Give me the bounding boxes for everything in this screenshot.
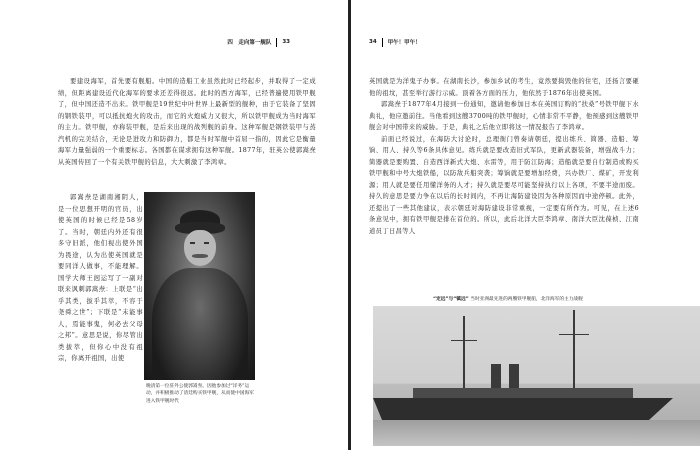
right-paragraph-1: 英国就是为洋鬼子办事。在湖南长沙，参加乡试的考生，竟然要捣毁他的住宅，还扬言要砸他的祖坟，甚至举行游行示威。顶着各方面的压力，他依然于1876年出使英国。 xyxy=(369,78,639,97)
right-page xyxy=(351,0,700,450)
eye-shape xyxy=(204,242,209,244)
right-section-title: 甲午！甲午！ xyxy=(387,40,421,46)
mast-shape xyxy=(573,310,575,390)
running-head-divider xyxy=(382,38,383,47)
mast-shape xyxy=(463,316,465,390)
right-body xyxy=(369,76,639,237)
right-paragraph-3: 前面已经说过，在海防大讨论时，总理衙门曾奏请朝廷，提出练兵、简器、造船、筹饷、用人、持久等6条具体意见。练兵就是要改造旧式军队，更新武器装备，增强战斗力；简器就是要购置、自造西洋新式大炮、水雷等，用于防江防海；造船就是要自行制造或购买铁甲舰和中号大炮铁船，以防敌兵船突袭；筹饷就是要增加经费，兴办铁厂、煤矿，开发利源；用人就是要任用懂洋务的人才；持久就是要尽可能坚持执行以上各项，不要半途而废。持久的意思是要力争在以后的长时间内，不再让海防建设因为各种原因而中途停顿。此外，还提出了一些其他建议，表示朝廷对海防建设非常重视，一定要有所作为。可见，在上述6条意见中，拥有铁甲舰是排在首位的。所以，此后北洋大臣李鸿章、南洋大臣沈葆桢、江南道员丁日昌等人 xyxy=(369,135,639,235)
ironclad-warship-photo xyxy=(373,306,700,446)
right-paragraph-2: 郭嵩焘于1877年4月接到一份通知，邀请他参加日本在英国订购的“扶桑”号铁甲舰下水典礼，他应邀前往。当他看到这艘3700吨的铁甲舰时，心情非常不平静，他预感到这艘铁甲舰会对中国带来的威胁。于是，典礼之后他立即将这一情况报告了李鸿章。 xyxy=(369,101,640,131)
fur-coat-shape xyxy=(152,268,248,380)
water-shape xyxy=(373,420,700,446)
hull-shape xyxy=(373,398,673,420)
funnel-shape xyxy=(491,364,501,390)
left-paragraph-1: 要建设海军，首先要有舰船。中国的造船工业虽然此时已经起步，并取得了一定成绩，但距离建设近代化海军的要求还差得很远。此时的西方海军，已经普遍使用铁甲舰了，但中国还造不出来。铁甲舰是19世纪中叶世界上最新型的舰种，由于它装备了坚固的钢铁装甲，可以抵抗炮火的攻击，而它的火炮威力又很大，所以铁甲舰成为当时海军的主力。铁甲舰，亦称装甲舰，是后来出现的战列舰的前身。这种军舰是钢铁装甲与蒸汽机的完美结合，无论是进攻力和防御力，都是当时军舰中首屈一指的，因此它是衡量海军力量强弱的一个重要标志。各国都在谋求拥有这种军舰。1877年，驻英公使郭嵩焘从英国传回了一个有关铁甲舰的信息，大大刺激了李鸿章。 xyxy=(58,78,316,166)
guo-songtao-portrait-photo xyxy=(144,192,255,380)
left-body-top xyxy=(58,76,316,168)
yard-shape xyxy=(451,340,477,341)
portrait-caption: 晚清第一位驻外公使郭嵩焘。因他参加过“洋务”运动，并积极推动了清廷购买铁甲舰，从而使中国海军进入铁甲舰时代 xyxy=(146,384,254,404)
left-page-number: 33 xyxy=(282,39,290,45)
right-running-head xyxy=(369,36,421,48)
ship-caption xyxy=(433,296,698,303)
left-running-head xyxy=(227,36,290,48)
ship-caption-text: 当时亚洲最先进的两艘铁甲舰船，北洋海军的主力战舰 xyxy=(470,297,583,302)
right-page-number: 34 xyxy=(369,39,377,45)
running-head-divider xyxy=(276,38,277,47)
left-body-wrap xyxy=(58,192,143,365)
left-paragraph-2: 郭嵩焘是湖南湘阴人，是一位思想开明的官员，出使英国的时候已经是58岁了。当时，朝廷内外还有很多守旧派，他们视出使外国为畏途，认为出使英国就是要同洋人做事，不能理解。国学大师王闿运写了一副对联来讽刺郭嵩焘：上联是“出乎其类，拔乎其萃，不容于尧舜之世”；下联是“未能事人，焉能事鬼，何必去父母之邦”。意思是说，你尽管出类拔萃，但你心中没有祖宗，你离开祖国，出使 xyxy=(58,194,143,362)
mustache-shape xyxy=(192,254,208,258)
left-page xyxy=(0,0,348,450)
funnel-shape xyxy=(509,364,519,390)
ship-caption-quote: “定远”与“镇远” xyxy=(433,297,469,302)
eye-shape xyxy=(190,242,195,244)
left-section-title: 四 走向第一舰队 xyxy=(227,40,272,46)
yard-shape xyxy=(559,334,589,335)
face-shape xyxy=(184,230,216,266)
